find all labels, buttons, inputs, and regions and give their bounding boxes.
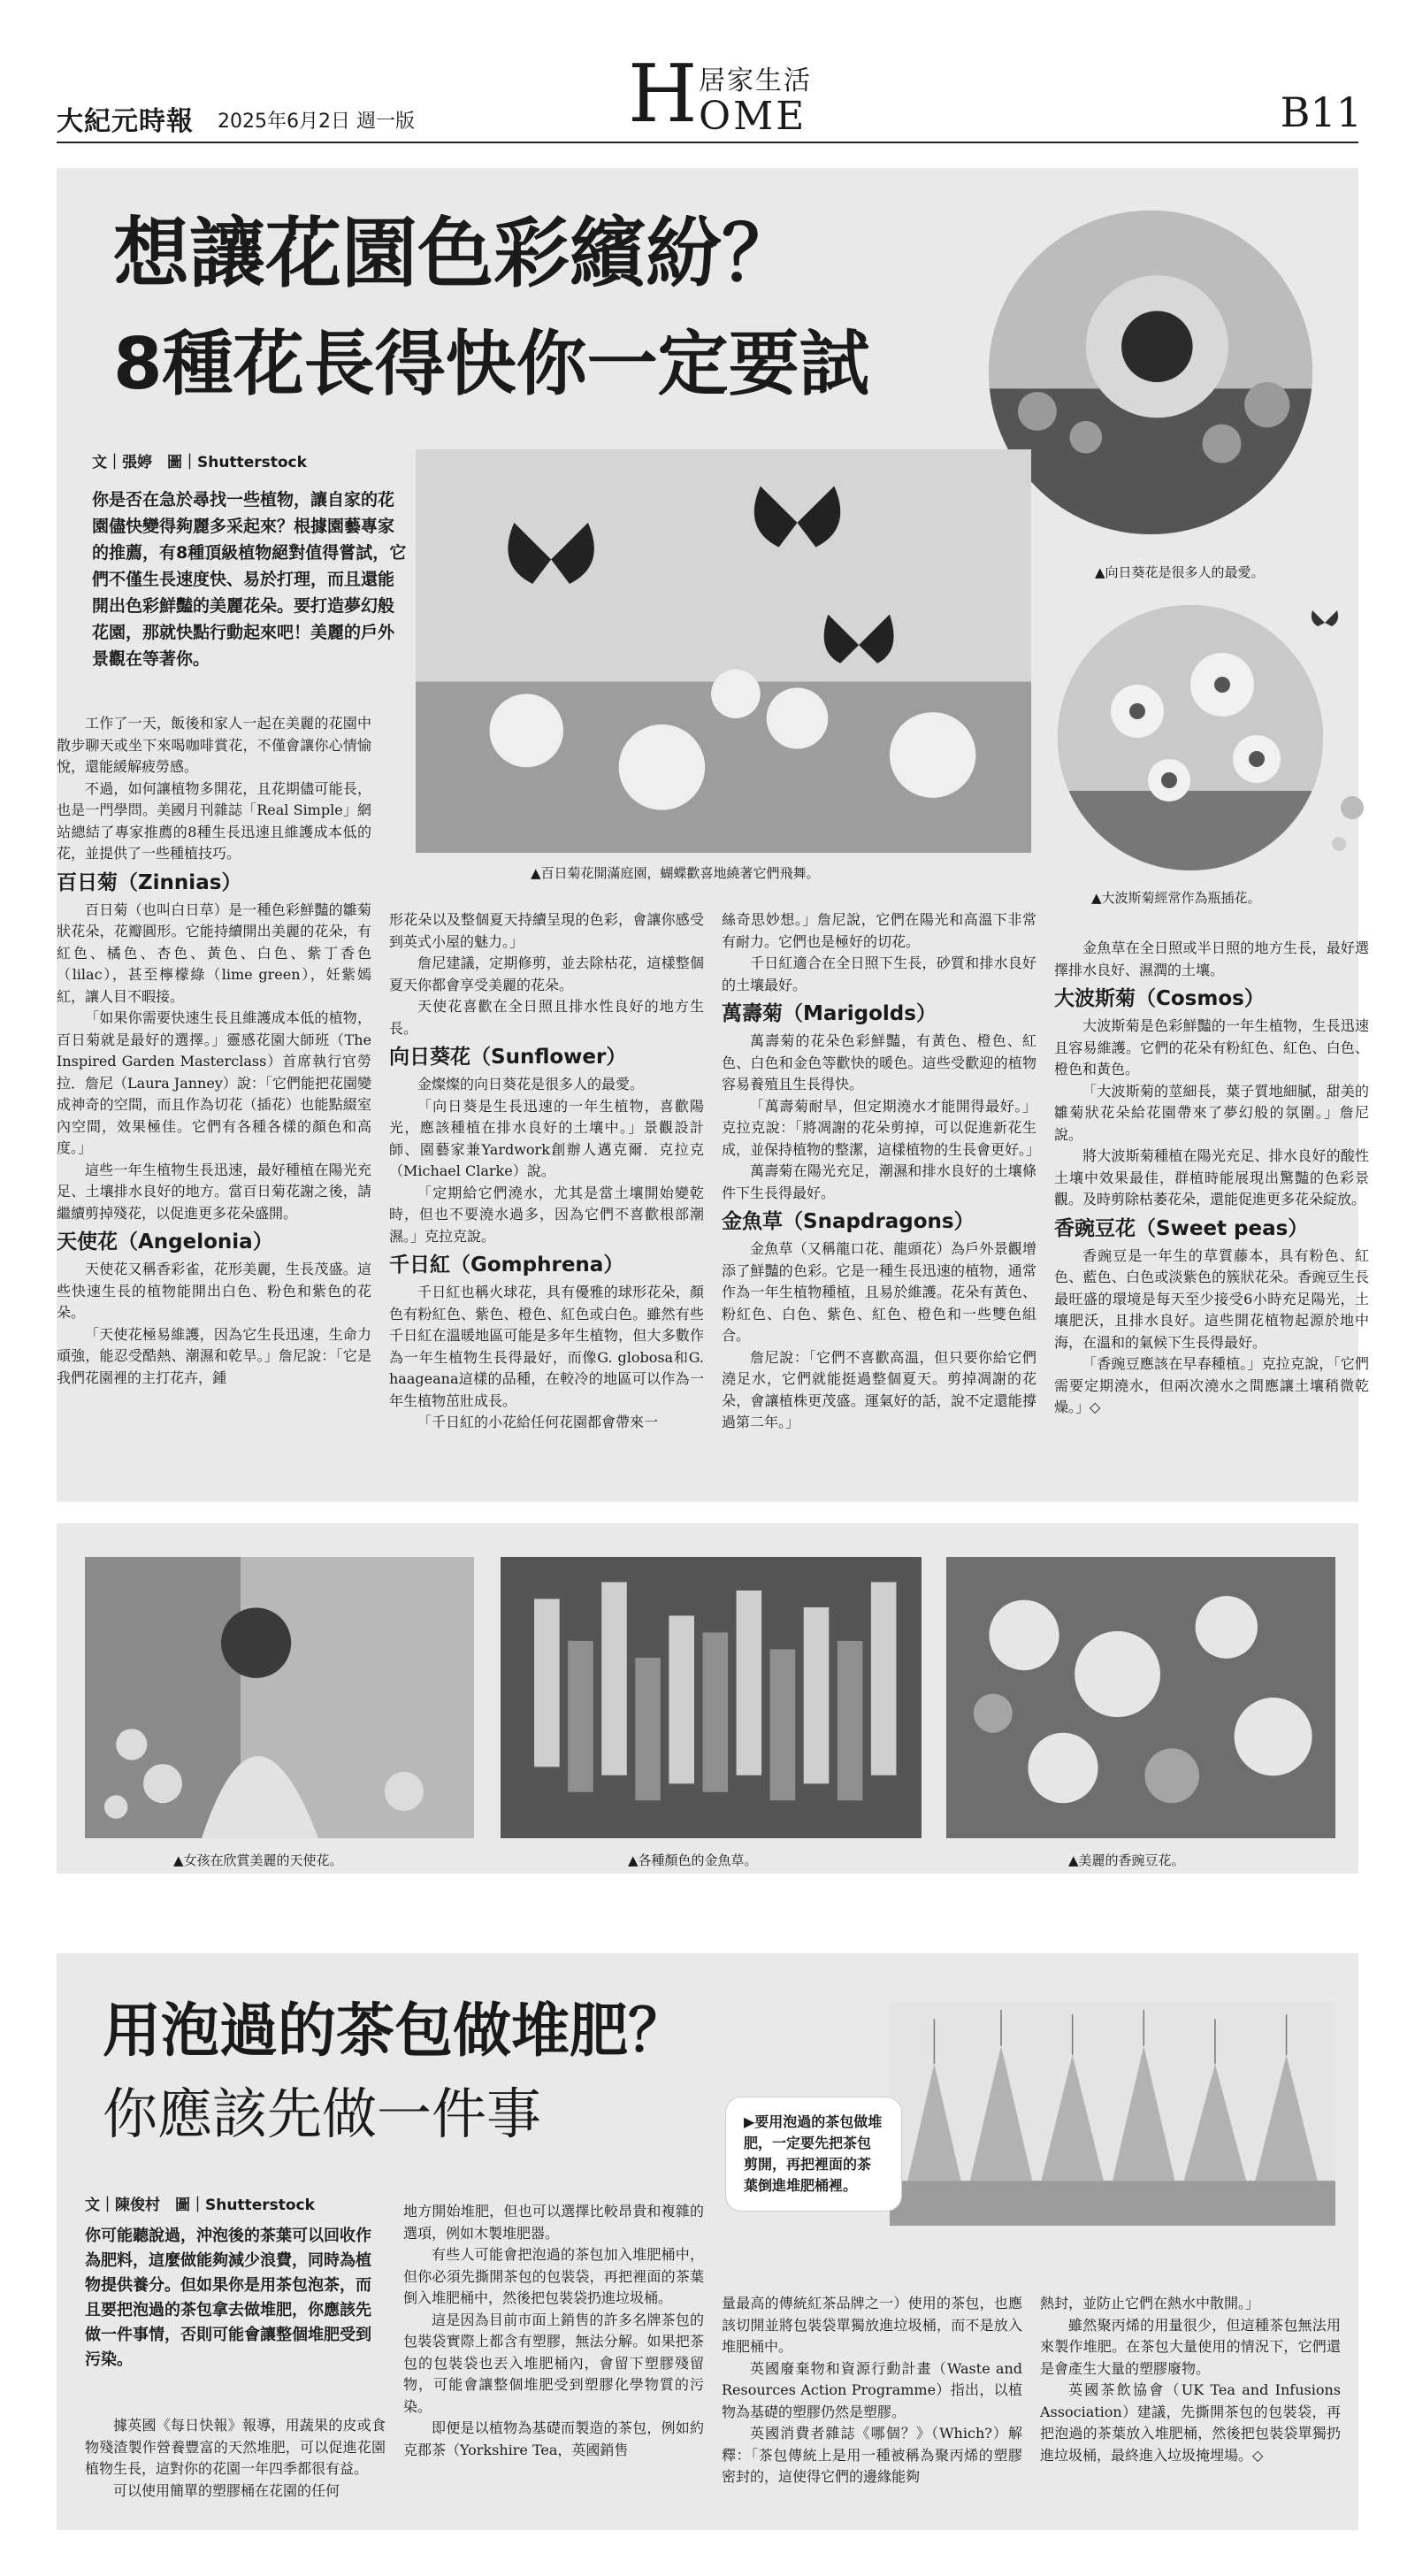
subhead: 大波斯菊（Cosmos） xyxy=(1054,987,1265,1010)
angelonia-caption: ▲女孩在欣賞美麗的天使花。 xyxy=(173,1852,343,1868)
paragraph: 將大波斯菊種植在陽光充足、排水良好的酸性土壤中效果最佳，群植時能展現出驚豔的色彩景觀。及時剪除枯萎花朵，還能促進更多花朵綻放。 xyxy=(1054,1147,1369,1208)
subhead: 香豌豆花（Sweet peas） xyxy=(1054,1216,1309,1240)
sunflower-photo xyxy=(989,211,1312,534)
page-number: B11 xyxy=(1280,88,1362,136)
newspaper-logo: 大紀元時報 xyxy=(57,106,194,137)
article2-column-3 xyxy=(722,2293,1022,2488)
sweetpea-photo xyxy=(946,1557,1335,1838)
paragraph: 詹尼說：「它們不喜歡高溫，但只要你給它們澆足水，它們就能挺過整個夏天。剪掉凋謝的花朵，會讓植株更茂盛。運氣好的話，說不定還能撐過第二年。」 xyxy=(722,1348,1036,1430)
sunflower-caption: ▲向日葵花是很多人的最愛。 xyxy=(1095,564,1265,580)
teabag-callout: ▶要用泡過的茶包做堆肥，一定要先把茶包剪開，再把裡面的茶葉倒進堆肥桶裡。 xyxy=(725,2097,902,2212)
paragraph: 量最高的傳統紅茶品牌之一）使用的茶包，也應該切開並將包裝袋單獨放進垃圾桶，而不是放入堆肥桶中。 xyxy=(722,2295,1022,2355)
paragraph: 香豌豆是一年生的草質藤本，具有粉色、紅色、藍色、白色或淡紫色的簇狀花朵。香豌豆生長最旺盛的環境是每天至少接受6小時充足陽光，土壤肥沃，且排水良好。這些開花植物起源於地中海，在溫和的氣候下生長得最好。 xyxy=(1054,1246,1369,1351)
decorative-dot xyxy=(1341,796,1364,819)
paragraph: 「天使花極易維護，因為它生長迅速，生命力頑強，能忍受酷熱、潮濕和乾旱。」詹尼說：「它是我們花園裡的主打花卉，鍾 xyxy=(57,1325,371,1386)
article1-column-1 xyxy=(57,713,371,1389)
article1-column-3 xyxy=(722,909,1041,1434)
paragraph: 英國消費者雜誌《哪個？》（Which?）解釋：「茶包傳統上是用一種被稱為聚丙烯的塑膠密封的，這使得它們的邊緣能夠 xyxy=(722,2425,1022,2485)
paragraph: 「千日紅的小花給任何花園都會帶來一 xyxy=(417,1414,659,1430)
angelonia-photo xyxy=(85,1557,474,1838)
subhead: 向日葵花（Sunflower） xyxy=(389,1046,627,1069)
paragraph: 「定期給它們澆水，尤其是當土壤開始變乾時，但也不要澆水過多，因為它們不喜歡根部潮濕。」克拉克說。 xyxy=(389,1184,704,1245)
paragraph: 有些人可能會把泡過的茶包加入堆肥桶中，但你必須先撕開茶包的包裝袋，再把裡面的茶葉倒入堆肥桶中，然後把包裝袋扔進垃圾桶。 xyxy=(403,2246,704,2306)
subhead: 千日紅（Gomphrena） xyxy=(389,1254,624,1276)
snapdragon-photo xyxy=(501,1557,922,1838)
snapdragon-caption: ▲各種顏色的金魚草。 xyxy=(628,1852,758,1868)
paragraph: 千日紅適合在全日照下生長，砂質和排水良好的土壤最好。 xyxy=(722,954,1036,993)
section-letter: H xyxy=(628,48,698,141)
paragraph: 熱封，並防止它們在熱水中散開。」 xyxy=(1040,2295,1260,2312)
article1-column-4 xyxy=(1054,938,1369,1419)
paragraph: 英國茶飲協會（UK Tea and Infusions Association）建議，先撕開茶包的包裝袋，再把泡過的茶葉放入堆肥桶，然後把包裝袋單獨扔進垃圾桶，最終進入垃圾掩埋場。◇ xyxy=(1040,2381,1341,2464)
paragraph: 不過，如何讓植物多開花，且花期儘可能長，也是一門學問。美國月刊雜誌「Real Simple」網站總結了專家推薦的8種生長迅速且維護成本低的花，並提供了一些種植技巧。 xyxy=(57,779,371,862)
paragraph: 大波斯菊是色彩鮮豔的一年生植物，生長迅速且容易維護。它們的花朵有粉紅色、紅色、白色、橙色和黃色。 xyxy=(1054,1017,1369,1077)
paragraph: 金魚草在全日照或半日照的地方生長，最好選擇排水良好、濕潤的土壤。 xyxy=(1054,939,1369,978)
paragraph: 即便是以植物為基礎而製造的茶包，例如約克郡茶（Yorkshire Tea，英國銷售 xyxy=(403,2419,704,2458)
paragraph: 工作了一天，飯後和家人一起在美麗的花園中散步聊天或坐下來喝咖啡賞花，不僅會讓你心情愉悅，還能緩解疲勞感。 xyxy=(57,715,371,775)
paragraph: 形花朵以及整個夏天持續呈現的色彩，會讓你感受到英式小屋的魅力。」 xyxy=(389,911,704,950)
paragraph: 「大波斯菊的莖細長，葉子質地細膩，甜美的雛菊狀花朵給花園帶來了夢幻般的氛圍。」詹尼說。 xyxy=(1054,1082,1369,1143)
paragraph: 「如果你需要快速生長且維護成本低的植物，百日菊就是最好的選擇。」靈感花園大師班（The Inspired Garden Masterclass）首席執行官勞拉．詹尼（Laura Janney）說：「它們能把花園變成神奇的空間，而且作為切花（插花）也能點綴室內空間，效果極佳。它們有各種各樣的顏色和高度。」 xyxy=(57,1009,371,1156)
section-header xyxy=(628,48,840,141)
paragraph: 金魚草（又稱龍口花、龍頭花）為戶外景觀增添了鮮豔的色彩。它是一種生長迅速的植物，通常作為一年生植物種植，且易於維護。花朵有黃色、粉紅色、白色、紫色、紅色、橙色和一些雙色組合。 xyxy=(722,1240,1036,1344)
subhead: 天使花（Angelonia） xyxy=(57,1230,273,1254)
cosmos-photo xyxy=(1058,605,1323,870)
article2-column-2 xyxy=(403,2201,704,2461)
paragraph: 「萬壽菊耐旱，但定期澆水才能開得最好。」克拉克說：「將凋謝的花朵剪掉，可以促進新花生成，並保持植物的整潔，這樣植物的生長會更好。」 xyxy=(722,1097,1041,1158)
article2-title: 用泡過的茶包做堆肥？ xyxy=(103,1997,686,2065)
section-title-en: OME xyxy=(699,94,807,139)
paragraph: 英國廢棄物和資源行動計畫（Waste and Resources Action Programme）指出，以植物為基礎的塑膠仍然是塑膠。 xyxy=(722,2359,1022,2420)
subhead: 百日菊（Zinnias） xyxy=(57,870,242,894)
paragraph: 萬壽菊在陽光充足，潮濕和排水良好的土壤條件下生長得最好。 xyxy=(722,1162,1036,1201)
subhead: 萬壽菊（Marigolds） xyxy=(722,1002,937,1025)
article2-column-1 xyxy=(85,2415,386,2502)
article1-title: 想讓花園色彩繽紛？ xyxy=(113,210,798,298)
article2-column-4 xyxy=(1040,2293,1341,2466)
cosmos-caption: ▲大波斯菊經常作為瓶插花。 xyxy=(1091,890,1261,906)
paragraph: 「向日葵是生長迅速的一年生植物，喜歡陽光，應該種植在排水良好的土壤中。」景觀設計師、園藝家兼Yardwork創辦人邁克爾．克拉克（Michael Clarke）說。 xyxy=(389,1097,704,1179)
paragraph: 千日紅也稱火球花，具有優雅的球形花朵，顏色有粉紅色、紫色、橙色、紅色或白色。雖然有些千日紅在溫暖地區可能是多年生植物，但大多數作為一年生植物生長得最好，而像G. globosa和G. haageana這樣的品種，在較冷的地區可以作為一年生植物茁壯成長。 xyxy=(389,1284,704,1409)
subhead: 金魚草（Snapdragons） xyxy=(722,1210,975,1233)
paragraph: 絲奇思妙想。」詹尼說，它們在陽光和高溫下非常有耐力。它們也是極好的切花。 xyxy=(722,911,1036,950)
paragraph: 「香豌豆應該在早春種植。」克拉克說，「它們需要定期澆水，但兩次澆水之間應讓土壤稍微乾燥。」◇ xyxy=(1054,1355,1369,1415)
article2-lead: 你可能聽說過，沖泡後的茶葉可以回收作為肥料，這麼做能夠減少浪費，同時為植物提供養分。但如果你是用茶包泡茶，而且要把泡過的茶包拿去做堆肥，你應該先做一件事情，否則可能會讓整個堆肥受到污染。 xyxy=(85,2227,371,2369)
paragraph: 金燦燦的向日葵花是很多人的最愛。 xyxy=(417,1076,645,1092)
paragraph: 這是因為目前市面上銷售的許多名牌茶包的包裝袋實際上都含有塑膠，無法分解。如果把茶包的包裝袋也丟入堆肥桶內，會留下塑膠殘留物，可能會讓整個堆肥受到塑膠化學物質的污染。 xyxy=(403,2311,704,2415)
paragraph: 天使花又稱香彩雀，花形美麗，生長茂盛。這些快速生長的植物能開出白色、粉色和紫色的花朵。 xyxy=(57,1261,371,1321)
butterfly-caption: ▲百日菊花開滿庭園，蝴蝶歡喜地繞著它們飛舞。 xyxy=(531,865,820,881)
article1-column-2 xyxy=(389,909,704,1434)
section-title-zh: 居家生活 xyxy=(699,65,812,96)
sweetpea-caption: ▲美麗的香豌豆花。 xyxy=(1068,1852,1185,1868)
paragraph: 雖然聚丙烯的用量很少，但這種茶包無法用來製作堆肥。在茶包大量使用的情況下，它們還是會產生大量的塑膠廢物。 xyxy=(1040,2316,1341,2377)
paragraph: 可以使用簡單的塑膠桶在花園的任何 xyxy=(113,2481,340,2499)
article2-subtitle: 你應該先做一件事 xyxy=(103,2082,542,2146)
article1-subtitle: 8種花長得快你一定要試 xyxy=(113,323,870,405)
paragraph: 天使花喜歡在全日照且排水性良好的地方生長。 xyxy=(389,998,704,1037)
article1-byline: 文｜張婷 圖｜Shutterstock xyxy=(92,454,307,472)
butterfly-icon xyxy=(1309,605,1341,640)
paragraph: 地方開始堆肥，但也可以選擇比較昂貴和複雜的選項，例如木製堆肥器。 xyxy=(403,2203,704,2242)
paragraph: 詹尼建議，定期修剪，並去除枯花，這樣整個夏天你都會享受美麗的花朵。 xyxy=(389,954,704,993)
header-rule xyxy=(57,142,1358,143)
paragraph: 萬壽菊的花朵色彩鮮豔，有黃色、橙色、紅色、白色和金色等歡快的暖色。這些受歡迎的植物容易養殖且生長得快。 xyxy=(722,1032,1036,1092)
butterfly-garden-photo xyxy=(416,449,1031,853)
article1-lead: 你是否在急於尋找一些植物，讓自家的花園儘快變得夠麗多采起來？根據園藝專家的推薦，有8種頂級植物絕對值得嘗試，它們不僅生長速度快、易於打理，而且還能開出色彩鮮豔的美麗花朵。要打造夢幻般花園，那就快點行動起來吧！美麗的戶外景觀在等著你。 xyxy=(92,490,407,669)
paragraph: 這些一年生植物生長迅速，最好種植在陽光充足、土壤排水良好的地方。當百日菊花謝之後，請繼續剪掉殘花，以促進更多花朵盛開。 xyxy=(57,1161,371,1222)
decorative-dot xyxy=(1332,837,1346,851)
paragraph: 百日菊（也叫白日草）是一種色彩鮮豔的雛菊狀花朵，花瓣圓形。它能持續開出美麗的花朵，有紅色、橘色、杏色、黃色、白色、紫丁香色（lilac），甚至檸檬綠（lime green），妊紫嫣紅，讓人目不暇接。 xyxy=(57,901,371,1005)
paragraph: 據英國《每日快報》報導，用蔬果的皮或食物殘渣製作營養豐富的天然堆肥，可以促進花園植物生長，這對你的花園一年四季都很有益。 xyxy=(85,2417,386,2477)
teabag-photo xyxy=(890,2001,1335,2226)
issue-date: 2025年6月2日 週一版 xyxy=(218,111,415,133)
article2-byline: 文｜陳俊村 圖｜Shutterstock xyxy=(85,2196,315,2214)
